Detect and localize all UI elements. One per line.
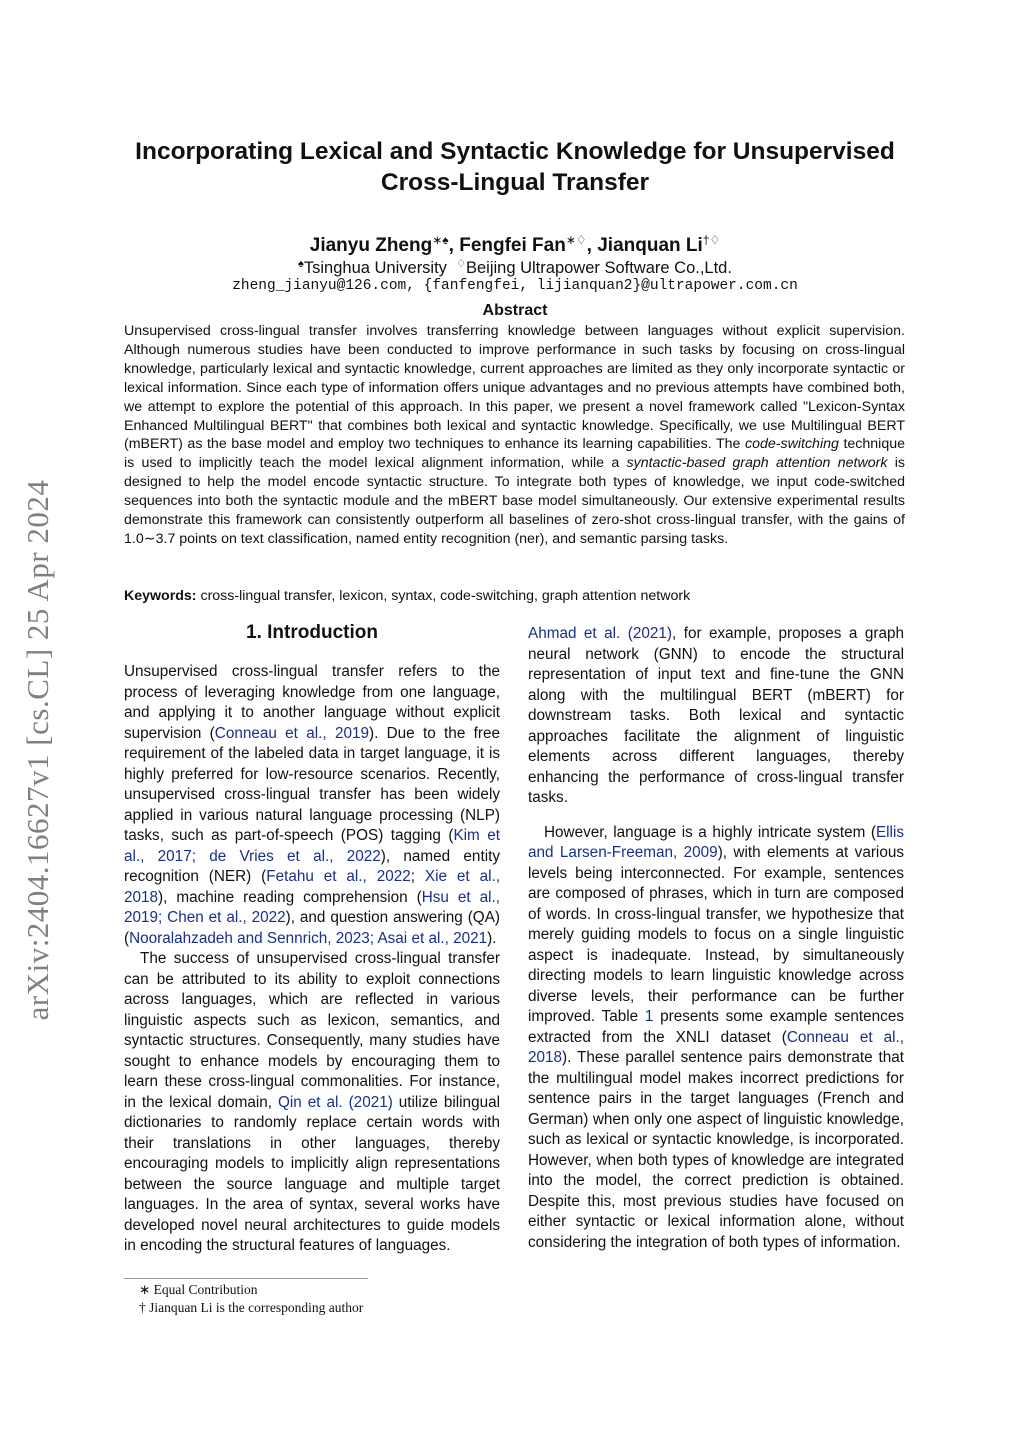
citation-link[interactable]: Conneau et al., 2018 <box>528 1028 904 1066</box>
paragraph-text: ), with elements at various levels being interconnected. For example, sentences are composed of phrases, which in turn are composed of words. In cross-lingual transfer, we hypothesize that merely guiding models to focus on a single linguistic aspect is inadequate. Instead, by simultaneously directing models to learn linguistic knowledge across diverse levels, their performance can be further improved. Table <box>528 844 904 1025</box>
author-marks: ∗♢ <box>565 233 587 247</box>
paragraph-text: However, language is a highly intricate system ( <box>544 823 876 841</box>
citation-link[interactable]: Nooralahzadeh and Sennrich, 2023; Asai et al., 2021 <box>129 929 488 947</box>
citation-link[interactable]: Xie et al., 2018 <box>124 868 500 906</box>
affiliation-mark: ♠ <box>298 258 304 270</box>
footnote-divider <box>124 1278 368 1279</box>
abstract-text: technique is used to implicitly teach the model lexical alignment information, while a <box>124 436 905 472</box>
author-name: Jianquan Li <box>597 235 703 256</box>
keywords-line <box>124 587 905 606</box>
affiliation-name: Beijing Ultrapower Software Co.,Ltd. <box>465 259 732 277</box>
section-heading-introduction: 1. Introduction <box>246 622 378 643</box>
citation-link[interactable]: Ellis and Larsen-Freeman, 2009 <box>528 823 904 861</box>
abstract-text: Unsupervised cross-lingual transfer involves transferring knowledge between languages without explicit supervision. Although numerous studies have been conducted to improve performance in such tasks by focusing on cross-lingual knowledge, particularly lexical and syntactic knowledge, current approaches are limited as they only incorporate syntactic or lexical information. Since each type of information offers unique advantages and no previous attempts have combined both, we attempt to explore the potential of this approach. In this paper, we present a novel framework called "Lexicon-Syntax Enhanced Multilingual BERT" that combines both lexical and syntactic knowledge. Specifically, we use Multilingual BERT (mBERT) as the base model and employ two techniques to enhance its learning capabilities. The <box>124 323 905 453</box>
paragraph-text: ). Due to the free requirement of the labeled data in target language, it is highly preferred for low-resource scenarios. Recently, unsupervised cross-lingual transfer has been widely applied in various natural language processing (NLP) tasks, such as part-of-speech (POS) tagging ( <box>124 724 500 844</box>
paragraph-text: ), named entity recognition (NER) ( <box>124 847 500 885</box>
citation-link[interactable]: Hsu et al., 2019; Chen et al., 2022 <box>124 888 500 926</box>
arxiv-sidebar-stamp <box>8 440 68 1060</box>
author-name: Jianyu Zheng <box>309 235 433 256</box>
author-list: Jianyu Zheng∗♠, Fengfei Fan∗♢, Jianquan Li†♢ <box>309 233 721 256</box>
footnote-corresponding-author: † Jianquan Li is the corresponding author <box>139 1299 364 1315</box>
abstract-emphasis: code-switching <box>745 436 839 453</box>
abstract-emphasis: syntactic-based graph attention network <box>626 455 888 472</box>
affiliation-mark: ♢ <box>456 258 466 270</box>
citation-link[interactable]: Ahmad et al. (2021) <box>528 625 672 642</box>
paper-title: Incorporating Lexical and Syntactic Knowledge for Unsupervised Cross-Lingual Transfer <box>135 138 895 196</box>
author-name: Fengfei Fan <box>459 235 566 256</box>
paragraph-text: ), and question answering (QA) ( <box>124 909 501 947</box>
intro-paragraph-3 <box>528 823 904 1254</box>
paragraph-text: utilize bilingual dictionaries to randomly replace certain words with their translations in other languages, thereby encouraging models to implicitly align representations between the source language and multiple target languages. In the area of syntax, several works have developed novel neural architectures to guide models in encoding the structural features of languages. <box>124 1093 500 1254</box>
paragraph-text: ; <box>410 868 425 885</box>
citation-link[interactable]: Kim et al., 2017; de Vries et al., 2022 <box>124 827 500 865</box>
author-emails: zheng_jianyu@126.com, {fanfengfei, lijianquan2}@ultrapower.com.cn <box>232 278 798 294</box>
keywords-label: Keywords: <box>124 588 197 604</box>
citation-link[interactable]: Conneau et al., 2019 <box>214 724 369 742</box>
left-column <box>124 662 500 1257</box>
paragraph-text: ), machine reading comprehension ( <box>158 888 422 906</box>
right-column <box>528 624 904 1253</box>
keywords-text: cross-lingual transfer, lexicon, syntax, code-switching, graph attention network <box>196 588 691 604</box>
abstract-text: is designed to help the model encode syntactic structure. To integrate both types of knowledge, we input code-switched sequences into both the syntactic module and the mBERT base model simultaneously. Our extensive experimental results demonstrate this framework can consistently outperform all baselines of zero-shot cross-lingual transfer, with the gains of 1.0∼3.7 points on text classification, named entity recognition (ner), and semantic parsing tasks. <box>124 455 905 547</box>
intro-paragraph-2 <box>124 949 500 1257</box>
footnote-equal-contribution: ∗ Equal Contribution <box>139 1282 258 1297</box>
affiliation-name: Tsinghua University <box>303 259 447 277</box>
citation-link[interactable]: Fetahu et al., 2022 <box>266 868 411 885</box>
author-marks: ∗♠ <box>432 233 449 247</box>
paragraph-text: ). <box>487 929 497 947</box>
paragraph-text: ). These parallel sentence pairs demonstrate that the multilingual model makes incorrect predictions for sentence pairs in the target languages (French and German) when only one aspect of linguistic knowledge, such as lexical or syntactic knowledge, is incorporated. However, when both types of knowledge are integrated into the model, the correct prediction is obtained. Despite this, most previous studies have focused on either syntactic or lexical information alone, without considering the integration of both types of information. <box>528 1049 904 1251</box>
paragraph-text: The success of unsupervised cross-lingual transfer can be attributed to its ability to exploit connections across languages, which are reflected in various linguistic aspects such as lexicon, semantics, and syntactic structures. Consequently, many studies have sought to enhance models by encouraging them to learn these cross-lingual commonalities. For instance, in the lexical domain, <box>124 950 500 1111</box>
arxiv-identifier: arXiv:2404.16627v1 [cs.CL] 25 Apr 2024 <box>20 479 55 1021</box>
abstract-heading: Abstract <box>482 302 548 319</box>
footnotes <box>124 1281 524 1316</box>
intro-paragraph-1 <box>124 662 500 949</box>
paragraph-text: , for example, proposes a graph neural network (GNN) to encode the structural representation of input text and fine-tune the GNN along with the multilingual BERT (mBERT) for downstream tasks. Both lexical and syntactic approaches facilitate the alignment of linguistic elements across different languages, thereby enhancing the performance of cross-lingual transfer tasks. <box>528 625 904 806</box>
table-reference-link[interactable]: 1 <box>644 1008 654 1025</box>
paragraph-text: Unsupervised cross-lingual transfer refers to the process of leveraging knowledge from one language, and applying it to another language without explicit supervision ( <box>124 663 500 742</box>
abstract-body <box>124 322 905 549</box>
paragraph-text: presents some example sentences extracted from the XNLI dataset ( <box>528 1008 904 1046</box>
citation-link[interactable]: Qin et al. (2021) <box>277 1093 393 1111</box>
author-marks: †♢ <box>702 233 721 247</box>
intro-paragraph-2-continued <box>528 624 904 809</box>
